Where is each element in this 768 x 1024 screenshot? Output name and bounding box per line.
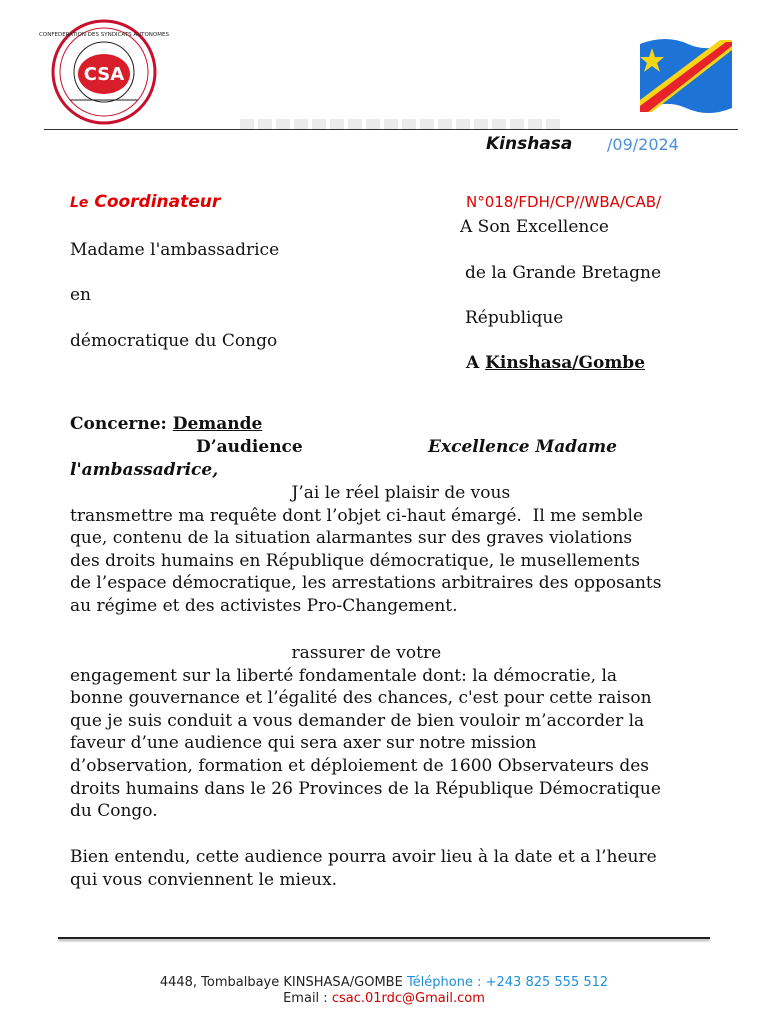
- recipient-location: [466, 352, 645, 375]
- header-divider: [44, 129, 738, 130]
- sender-title-text: Coordinateur: [94, 192, 221, 212]
- salutation-continued: l'ambassadrice,: [70, 460, 219, 480]
- drc-flag-icon: [636, 30, 734, 122]
- recipient-line-6: démocratique du Congo: [70, 331, 278, 351]
- recipient-line-2: Madame l'ambassadrice: [70, 240, 280, 260]
- footer-contact: [0, 975, 768, 990]
- footer-phone: Téléphone : +243 825 555 512: [406, 975, 609, 990]
- recipient-line-3: de la Grande Bretagne: [465, 263, 661, 283]
- logo-initials: CSA: [83, 64, 125, 85]
- recipient-line-5: République: [465, 308, 564, 328]
- salutation: Excellence Madame: [428, 437, 617, 457]
- recipient-location-place: Kinshasa/Gombe: [485, 353, 646, 373]
- subject-label: Concerne:: [70, 414, 167, 434]
- subject-value: Demande: [172, 414, 263, 434]
- sender-title-prefix: Le: [70, 195, 89, 211]
- body-paragraph-2: rassurer de votre engagement sur la liberté fondamentale dont: la démocratie, la bonne gouvernance et l’égalité des chances, c'est pour cette raison que je suis conduit a vous demander de bien vouloir m’accorder la faveur d’une audience qui sera axer sur notre mission d’observation, formation et déploiement de 1600 Observateurs des droits humains dans le 26 Provinces de la République Démocratique du Congo.: [70, 643, 661, 822]
- letter-date: /09/2024: [607, 135, 679, 154]
- body-paragraph-1: J’ai le réel plaisir de vous transmettre ma requête dont l’objet ci-haut émargé. Il me semble que, contenu de la situation alarmantes sur des graves violations des droits humains en République démocratique, le musellements de l’espace démocratique, les arrestations arbitraires des opposants au régime et des activistes Pro-Changement.: [70, 483, 662, 616]
- organization-logo: [39, 18, 169, 126]
- recipient-location-prefix: A: [466, 353, 480, 373]
- reference-number: N°018/FDH/CP//WBA/CAB/: [466, 193, 662, 211]
- body-paragraph-3: Bien entendu, cette audience pourra avoir lieu à la date et a l’heure qui vous conviennent le mieux.: [70, 847, 657, 890]
- recipient-line-4: en: [70, 285, 92, 305]
- sender-title: [70, 192, 220, 212]
- footer-email-link[interactable]: csac.01rdc@Gmail.com: [331, 991, 485, 1006]
- header-faded-banner: [240, 119, 560, 129]
- letter-city: Kinshasa: [486, 134, 573, 154]
- subject-line: [70, 413, 262, 436]
- footer-email-label: Email :: [283, 991, 328, 1006]
- logo-ring-text: CONFEDERATION DES SYNDICATS AUTONOMES: [39, 32, 169, 38]
- recipient-line-1: A Son Excellence: [460, 217, 609, 237]
- footer-divider: [58, 937, 710, 939]
- footer-address: 4448, Tombalbaye KINSHASA/GOMBE: [159, 975, 403, 990]
- subject-value-continued: D’audience: [196, 437, 303, 457]
- footer-email-line: [0, 991, 768, 1006]
